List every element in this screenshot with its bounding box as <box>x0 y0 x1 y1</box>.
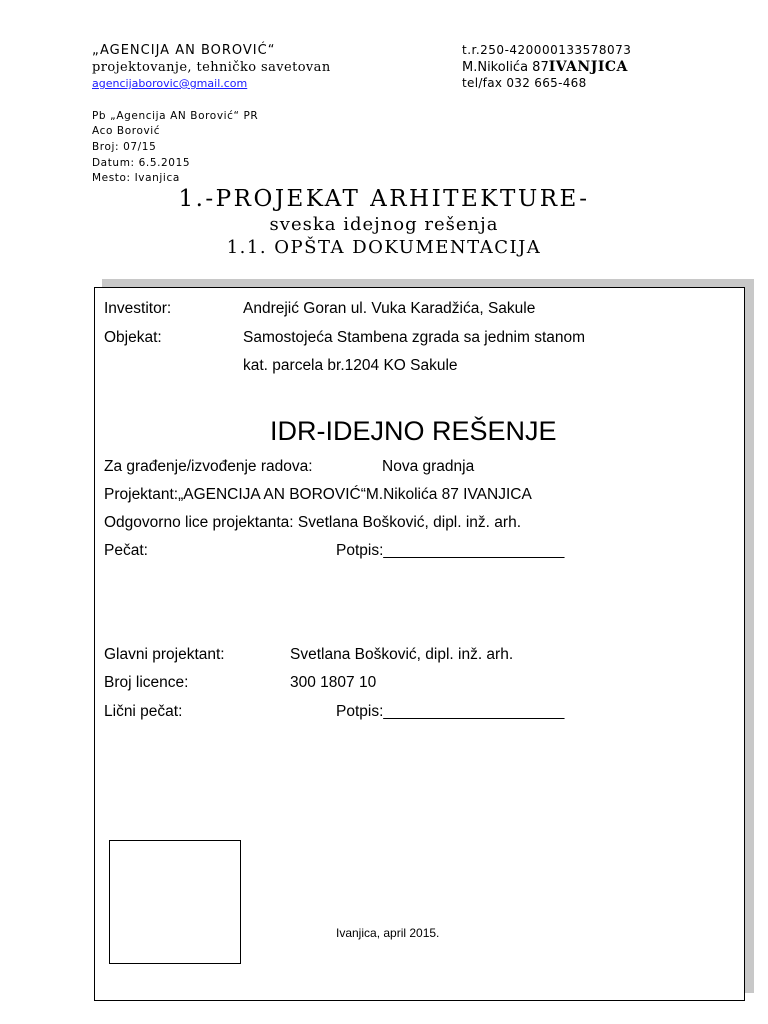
document-title: 1.-PROJEKAT ARHITEKTURE- <box>178 186 590 212</box>
document-subtitle: sveska idejnog rešenja <box>269 214 499 235</box>
licenca-label: Broj licence: <box>104 674 189 691</box>
gradnja-label: Za građenje/izvođenje radova: <box>104 458 313 475</box>
parcel-info: kat. parcela br.1204 KO Sakule <box>243 357 458 374</box>
meta-company: Pb „Agencija AN Borović“ PR <box>92 110 259 122</box>
stamp-box <box>109 840 241 964</box>
document-section: 1.1. OPŠTA DOKUMENTACIJA <box>226 237 542 258</box>
projektant-line: Projektant:„AGENCIJA AN BOROVIĆ“M.Nikolića 87 IVANJICA <box>104 486 532 503</box>
agency-subtitle: projektovanje, tehničko savetovan <box>92 60 331 75</box>
meta-number: Broj: 07/15 <box>92 141 157 153</box>
gradnja-value: Nova gradnja <box>382 458 475 475</box>
agency-email-link[interactable]: agencijaborovic@gmail.com <box>92 77 248 90</box>
objekat-label: Objekat: <box>104 329 162 346</box>
licenca-value: 300 1807 10 <box>290 674 377 691</box>
objekat-value: Samostojeća Stambena zgrada sa jednim stanom <box>243 329 586 346</box>
bank-account: t.r.250-420000133578073 <box>462 43 632 57</box>
meta-date: Datum: 6.5.2015 <box>92 157 191 169</box>
glavni-projektant-label: Glavni projektant: <box>104 646 225 663</box>
tel-fax: tel/fax 032 665-468 <box>462 76 587 90</box>
address-street: M.Nikolića 87 <box>462 60 549 75</box>
meta-place: Mesto: Ivanjica <box>92 172 180 184</box>
pecat-label: Pečat: <box>104 542 148 559</box>
investitor-value: Andrejić Goran ul. Vuka Karadžića, Sakule <box>243 300 536 317</box>
address-city: IVANJICA <box>548 59 628 75</box>
odgovorno-lice-line: Odgovorno lice projektanta: Svetlana Bošković, dipl. inž. arh. <box>104 514 522 531</box>
signature-line-2: Potpis:_____________________ <box>336 703 565 720</box>
meta-owner: Aco Borović <box>92 125 161 137</box>
agency-name: „AGENCIJA AN BOROVIĆ“ <box>92 43 276 58</box>
licni-pecat-label: Lični pečat: <box>104 703 183 720</box>
investitor-label: Investitor: <box>104 300 172 317</box>
agency-address <box>462 59 628 75</box>
signature-line-1: Potpis:_____________________ <box>336 542 565 559</box>
form-heading: IDR-IDEJNO REŠENJE <box>270 416 557 446</box>
glavni-projektant-value: Svetlana Bošković, dipl. inž. arh. <box>290 646 514 663</box>
place-date: Ivanjica, april 2015. <box>336 926 440 940</box>
